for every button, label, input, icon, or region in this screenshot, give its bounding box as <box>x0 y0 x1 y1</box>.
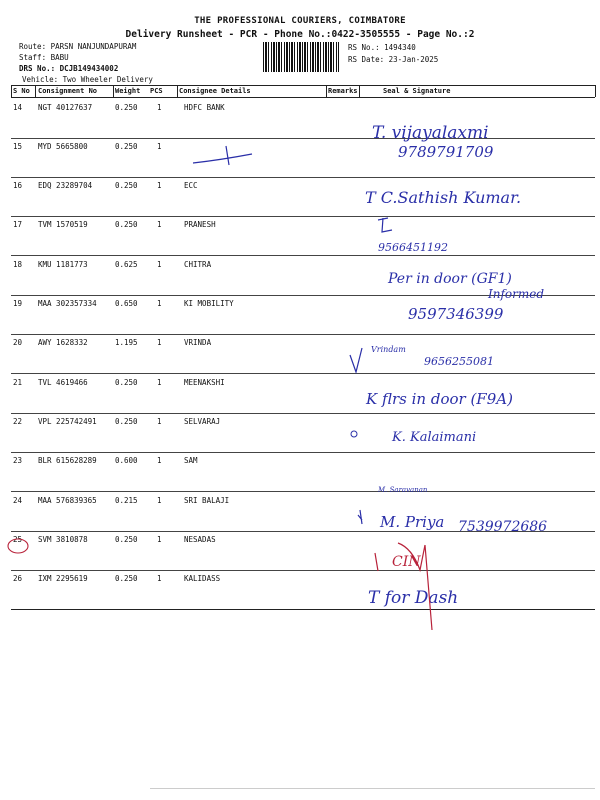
row-weight: 0.250 <box>115 378 138 387</box>
row-consignee: MEENAKSHI <box>184 378 225 387</box>
row-sno: 19 <box>13 299 23 308</box>
row-consignment: EDQ 23289704 <box>38 181 93 190</box>
row-consignee: VRINDA <box>184 338 212 347</box>
table-row <box>0 374 600 414</box>
header-pcs: PCS <box>150 87 163 95</box>
row-consignment: NGT 40127637 <box>38 103 93 112</box>
table-row <box>0 452 600 492</box>
row-weight: 0.250 <box>115 181 138 190</box>
row-sno: 16 <box>13 181 23 190</box>
row-consignee: ECC <box>184 181 198 190</box>
row-consignment: MAA 576839365 <box>38 496 97 505</box>
col-divider <box>113 85 114 97</box>
handwritten-signature: Vrindam <box>371 345 406 354</box>
row-consignment: AWY 1628332 <box>38 338 88 347</box>
rs-date: RS Date: 23-Jan-2025 <box>348 55 439 64</box>
table-row <box>0 295 600 335</box>
row-pcs: 1 <box>157 181 162 190</box>
row-consignment: SVM 3810878 <box>38 535 88 544</box>
header-consignee: Consignee Details <box>179 87 251 95</box>
header-weight: Weight <box>115 87 141 95</box>
table-top-border <box>11 85 595 86</box>
rs-number: RS No.: 1494340 <box>348 43 416 52</box>
drs-number: DRS No.: DCJB149434002 <box>19 64 119 73</box>
row-divider <box>11 609 595 610</box>
stamp-name: M. Saravanan <box>378 486 428 494</box>
page-bottom-rule <box>150 788 595 789</box>
row-consignment: TVM 1570519 <box>38 220 88 229</box>
row-weight: 1.195 <box>115 338 138 347</box>
handwritten-signature: T. vijayalaxmi <box>372 123 489 143</box>
row-sno: 14 <box>13 103 23 112</box>
row-sno: 25 <box>13 535 23 544</box>
route-label: Route: PARSN NANJUNDAPURAM <box>19 42 137 51</box>
staff-label: Staff: BABU <box>19 53 69 62</box>
row-sno: 23 <box>13 456 23 465</box>
handwritten-phone: 9656255081 <box>424 355 494 368</box>
row-pcs: 1 <box>157 103 162 112</box>
row-pcs: 1 <box>157 378 162 387</box>
row-weight: 0.650 <box>115 299 138 308</box>
row-pcs: 1 <box>157 220 162 229</box>
row-consignment: MYD 5665800 <box>38 142 88 151</box>
row-consignment: MAA 302357334 <box>38 299 97 308</box>
row-sno: 26 <box>13 574 23 583</box>
row-pcs: 1 <box>157 299 162 308</box>
row-weight: 0.250 <box>115 142 138 151</box>
handwritten-note: Informed <box>488 287 545 301</box>
col-divider <box>595 85 596 97</box>
row-pcs: 1 <box>157 496 162 505</box>
row-sno: 22 <box>13 417 23 426</box>
row-pcs: 1 <box>157 574 162 583</box>
table-row <box>0 138 600 178</box>
row-consignment: BLR 615628289 <box>38 456 97 465</box>
row-weight: 0.250 <box>115 103 138 112</box>
row-pcs: 1 <box>157 338 162 347</box>
row-pcs: 1 <box>157 260 162 269</box>
row-weight: 0.250 <box>115 574 138 583</box>
table-row <box>0 177 600 217</box>
row-consignee: SRI BALAJI <box>184 496 230 505</box>
row-consignee: SAM <box>184 456 198 465</box>
table-row <box>0 99 600 139</box>
row-consignee: CHITRA <box>184 260 212 269</box>
row-weight: 0.250 <box>115 535 138 544</box>
row-weight: 0.215 <box>115 496 138 505</box>
table-row <box>0 570 600 610</box>
row-consignment: IXM 2295619 <box>38 574 88 583</box>
table-row <box>0 334 600 374</box>
handwritten-signature: T for Dash <box>368 588 459 608</box>
header-sno: S No <box>13 87 30 95</box>
row-consignee: HDFC BANK <box>184 103 225 112</box>
row-weight: 0.625 <box>115 260 138 269</box>
row-sno: 17 <box>13 220 23 229</box>
handwritten-phone: 7539972686 <box>458 519 548 535</box>
row-consignee: SELVARAJ <box>184 417 221 426</box>
table-row <box>0 256 600 296</box>
row-pcs: 1 <box>157 142 162 151</box>
document-title: THE PROFESSIONAL COURIERS, COIMBATORE <box>194 16 406 26</box>
col-divider <box>326 85 327 97</box>
handwritten-note: K flrs in door (F9A) <box>366 390 513 408</box>
row-consignment: VPL 225742491 <box>38 417 97 426</box>
table-row <box>0 492 600 532</box>
row-weight: 0.600 <box>115 456 138 465</box>
row-consignment: KMU 1181773 <box>38 260 88 269</box>
handwritten-note: CIN <box>392 554 421 570</box>
handwritten-phone: 9789791709 <box>398 143 494 161</box>
handwritten-signature: M. Priya <box>380 513 445 531</box>
table-row <box>0 216 600 256</box>
handwritten-phone: 9566451192 <box>378 241 448 254</box>
row-consignment: TVL 4619466 <box>38 378 88 387</box>
header-seal: Seal & Signature <box>383 87 451 95</box>
col-divider <box>11 85 12 97</box>
row-sno: 18 <box>13 260 23 269</box>
header-consignment: Consignment No <box>38 87 98 95</box>
col-divider <box>359 85 360 97</box>
handwritten-phone: 9597346399 <box>408 305 504 323</box>
table-row <box>0 531 600 571</box>
row-pcs: 1 <box>157 417 162 426</box>
document-subtitle: Delivery Runsheet - PCR - Phone No.:0422-3505555 - Page No.:2 <box>125 29 475 40</box>
row-consignee: PRANESH <box>184 220 216 229</box>
table-header-border <box>11 97 595 98</box>
row-sno: 15 <box>13 142 23 151</box>
vehicle-label: Vehicle: Two Wheeler Delivery <box>22 75 153 84</box>
col-divider <box>35 85 36 97</box>
barcode <box>263 42 339 72</box>
row-pcs: 1 <box>157 535 162 544</box>
row-consignee: KI MOBILITY <box>184 299 234 308</box>
handwritten-signature: T C.Sathish Kumar. <box>365 188 522 207</box>
row-consignee: KALIDASS <box>184 574 221 583</box>
col-divider <box>177 85 178 97</box>
row-weight: 0.250 <box>115 417 138 426</box>
handwritten-signature: K. Kalaimani <box>392 430 477 445</box>
row-weight: 0.250 <box>115 220 138 229</box>
row-pcs: 1 <box>157 456 162 465</box>
table-row <box>0 413 600 453</box>
row-sno: 20 <box>13 338 23 347</box>
handwritten-note: Per in door (GF1) <box>388 271 512 287</box>
header-remarks: Remarks <box>328 87 358 95</box>
row-sno: 24 <box>13 496 23 505</box>
row-consignee: NESADAS <box>184 535 216 544</box>
row-sno: 21 <box>13 378 23 387</box>
